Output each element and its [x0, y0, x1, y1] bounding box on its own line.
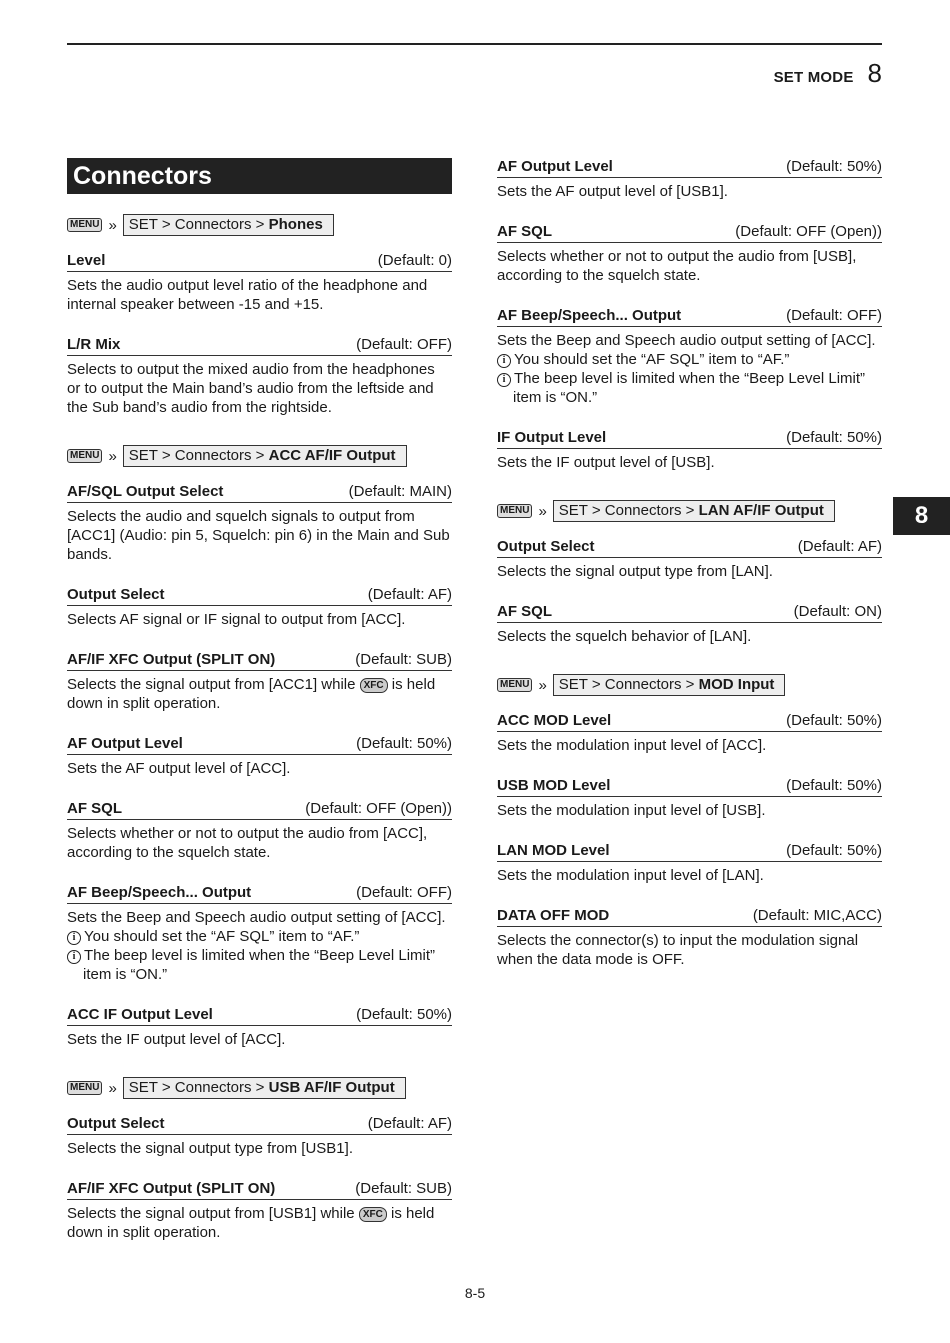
breadcrumb-prefix: SET > Connectors > — [128, 1079, 269, 1096]
info-icon: i — [67, 931, 81, 945]
setting-desc: Sets the audio output level ratio of the headphone and internal speaker between -15 and +15. — [67, 277, 428, 313]
setting-desc: Sets the Beep and Speech audio output setting of [ACC]. — [67, 909, 446, 926]
setting-desc: Sets the modulation input level of [LAN]. — [497, 867, 764, 884]
menu-path-phones — [67, 214, 452, 236]
setting-name: AF SQL — [67, 800, 122, 817]
setting-item — [67, 1180, 452, 1242]
breadcrumb-leaf: USB AF/IF Output — [268, 1079, 395, 1096]
setting-desc: Selects to output the mixed audio from the headphones or to output the Main band’s audio from the leftside and the Sub band’s audio from the rightside. — [67, 361, 435, 416]
setting-item — [67, 884, 452, 984]
breadcrumb-prefix: SET > Connectors > — [558, 676, 699, 693]
setting-default: (Default: OFF) — [356, 336, 452, 353]
setting-default: (Default: 50%) — [786, 429, 882, 446]
setting-item — [497, 907, 882, 969]
menu-key-icon: MENU — [497, 678, 532, 692]
setting-item — [67, 1115, 452, 1158]
setting-name: IF Output Level — [497, 429, 607, 446]
setting-item — [67, 252, 452, 314]
breadcrumb — [123, 445, 407, 467]
breadcrumb — [553, 674, 786, 696]
xfc-key-icon: XFC — [360, 678, 388, 693]
setting-desc: Sets the IF output level of [USB]. — [497, 454, 715, 471]
setting-desc: Sets the AF output level of [USB1]. — [497, 183, 728, 200]
setting-default: (Default: MAIN) — [348, 483, 452, 500]
setting-name: AF Beep/Speech... Output — [67, 884, 252, 901]
setting-name: Output Select — [67, 1115, 165, 1132]
setting-item — [67, 483, 452, 564]
path-separator: » — [108, 447, 117, 465]
path-separator: » — [538, 502, 547, 520]
right-column — [497, 158, 882, 991]
setting-desc: Sets the AF output level of [ACC]. — [67, 760, 291, 777]
setting-name: AF/IF XFC Output (SPLIT ON) — [67, 651, 276, 668]
setting-item — [497, 429, 882, 472]
chapter-tab[interactable]: 8 — [893, 497, 950, 535]
section-title: SET MODE — [773, 69, 854, 86]
setting-default: (Default: 50%) — [786, 842, 882, 859]
setting-default: (Default: AF) — [367, 586, 452, 603]
setting-desc: Sets the Beep and Speech audio output setting of [ACC]. — [497, 332, 876, 349]
setting-name: L/R Mix — [67, 336, 121, 353]
setting-desc: Selects the signal output type from [USB1]. — [67, 1140, 353, 1157]
setting-default: (Default: OFF (Open)) — [735, 223, 882, 240]
top-rule — [67, 43, 882, 45]
setting-name: ACC MOD Level — [497, 712, 612, 729]
setting-desc: Sets the modulation input level of [USB]. — [497, 802, 766, 819]
menu-path-lan — [497, 500, 882, 522]
setting-item — [67, 586, 452, 629]
setting-name: DATA OFF MOD — [497, 907, 610, 924]
menu-path-usb — [67, 1077, 452, 1099]
setting-name: Level — [67, 252, 106, 269]
note-text: You should set the “AF SQL” item to “AF.” — [84, 928, 360, 945]
desc-part: is held down in split operation. — [67, 676, 436, 712]
setting-default: (Default: SUB) — [355, 651, 452, 668]
menu-key-icon: MENU — [497, 504, 532, 518]
note-text: The beep level is limited when the “Beep Level Limit” item is “ON.” — [513, 370, 866, 406]
setting-desc: Sets the modulation input level of [ACC]. — [497, 737, 767, 754]
setting-item — [497, 603, 882, 646]
left-column — [67, 158, 452, 1264]
menu-path-mod — [497, 674, 882, 696]
breadcrumb — [123, 214, 334, 236]
breadcrumb — [123, 1077, 406, 1099]
setting-name: AF Output Level — [67, 735, 183, 752]
note — [67, 927, 452, 946]
desc-part: is held down in split operation. — [67, 1205, 435, 1241]
setting-name: USB MOD Level — [497, 777, 611, 794]
page-number: 8-5 — [464, 1285, 486, 1301]
setting-desc: Selects the audio and squelch signals to output from [ACC1] (Audio: pin 5, Squelch: pin 6) in the Main and Sub bands. — [67, 508, 450, 563]
setting-desc: Sets the IF output level of [ACC]. — [67, 1031, 286, 1048]
setting-item — [67, 800, 452, 862]
setting-desc — [67, 675, 452, 713]
setting-name: AF/SQL Output Select — [67, 483, 224, 500]
setting-default: (Default: MIC,ACC) — [752, 907, 882, 924]
setting-default: (Default: AF) — [797, 538, 882, 555]
setting-desc: Selects the signal output type from [LAN]. — [497, 563, 773, 580]
setting-desc: Selects the squelch behavior of [LAN]. — [497, 628, 752, 645]
path-separator: » — [108, 1079, 117, 1097]
setting-name: AF/IF XFC Output (SPLIT ON) — [67, 1180, 276, 1197]
setting-item — [497, 712, 882, 755]
path-separator: » — [538, 676, 547, 694]
setting-item — [497, 777, 882, 820]
setting-default: (Default: AF) — [367, 1115, 452, 1132]
setting-default: (Default: 50%) — [356, 1006, 452, 1023]
setting-name: AF SQL — [497, 223, 552, 240]
setting-item — [497, 223, 882, 285]
setting-item — [67, 336, 452, 417]
desc-part: Selects the signal output from [ACC1] while — [67, 676, 360, 693]
breadcrumb-prefix: SET > Connectors > — [128, 447, 269, 464]
breadcrumb-leaf: LAN AF/IF Output — [698, 502, 824, 519]
path-separator: » — [108, 216, 117, 234]
breadcrumb-leaf: MOD Input — [698, 676, 775, 693]
breadcrumb-prefix: SET > Connectors > — [558, 502, 699, 519]
menu-key-icon: MENU — [67, 1081, 102, 1095]
note — [497, 350, 882, 369]
note — [67, 946, 452, 984]
note-text: The beep level is limited when the “Beep Level Limit” item is “ON.” — [83, 947, 436, 983]
setting-item — [67, 735, 452, 778]
setting-name: AF Beep/Speech... Output — [497, 307, 682, 324]
setting-default: (Default: SUB) — [355, 1180, 452, 1197]
info-icon: i — [497, 373, 511, 387]
setting-name: ACC IF Output Level — [67, 1006, 213, 1023]
setting-desc: Selects the connector(s) to input the modulation signal when the data mode is OFF. — [497, 932, 859, 968]
setting-default: (Default: ON) — [793, 603, 882, 620]
setting-desc: Selects AF signal or IF signal to output from [ACC]. — [67, 611, 406, 628]
setting-item — [497, 842, 882, 885]
page-title: Connectors — [67, 158, 452, 194]
setting-name: Output Select — [67, 586, 165, 603]
setting-name: Output Select — [497, 538, 595, 555]
setting-item — [497, 538, 882, 581]
setting-default: (Default: OFF) — [356, 884, 452, 901]
setting-default: (Default: 50%) — [356, 735, 452, 752]
menu-path-acc — [67, 445, 452, 467]
setting-item — [497, 158, 882, 201]
setting-name: AF SQL — [497, 603, 552, 620]
breadcrumb-prefix: SET > Connectors > — [128, 216, 269, 233]
breadcrumb-leaf: ACC AF/IF Output — [268, 447, 396, 464]
menu-key-icon: MENU — [67, 449, 102, 463]
breadcrumb-leaf: Phones — [268, 216, 323, 233]
setting-default: (Default: OFF (Open)) — [305, 800, 452, 817]
setting-name: LAN MOD Level — [497, 842, 610, 859]
setting-name: AF Output Level — [497, 158, 613, 175]
setting-item — [67, 651, 452, 713]
note-text: You should set the “AF SQL” item to “AF.” — [514, 351, 790, 368]
breadcrumb — [553, 500, 835, 522]
info-icon: i — [497, 354, 511, 368]
setting-item — [497, 307, 882, 407]
note — [497, 369, 882, 407]
setting-default: (Default: 50%) — [786, 712, 882, 729]
menu-key-icon: MENU — [67, 218, 102, 232]
setting-item — [67, 1006, 452, 1049]
setting-desc: Selects whether or not to output the audio from [USB], according to the squelch state. — [497, 248, 857, 284]
setting-desc: Selects whether or not to output the audio from [ACC], according to the squelch state. — [67, 825, 428, 861]
setting-default: (Default: 50%) — [786, 158, 882, 175]
setting-default: (Default: OFF) — [786, 307, 882, 324]
info-icon: i — [67, 950, 81, 964]
chapter-number: 8 — [867, 58, 882, 88]
setting-desc — [67, 1204, 452, 1242]
desc-part: Selects the signal output from [USB1] while — [67, 1205, 359, 1222]
xfc-key-icon: XFC — [359, 1207, 387, 1222]
setting-default: (Default: 50%) — [786, 777, 882, 794]
setting-default: (Default: 0) — [377, 252, 452, 269]
running-header — [774, 58, 882, 89]
